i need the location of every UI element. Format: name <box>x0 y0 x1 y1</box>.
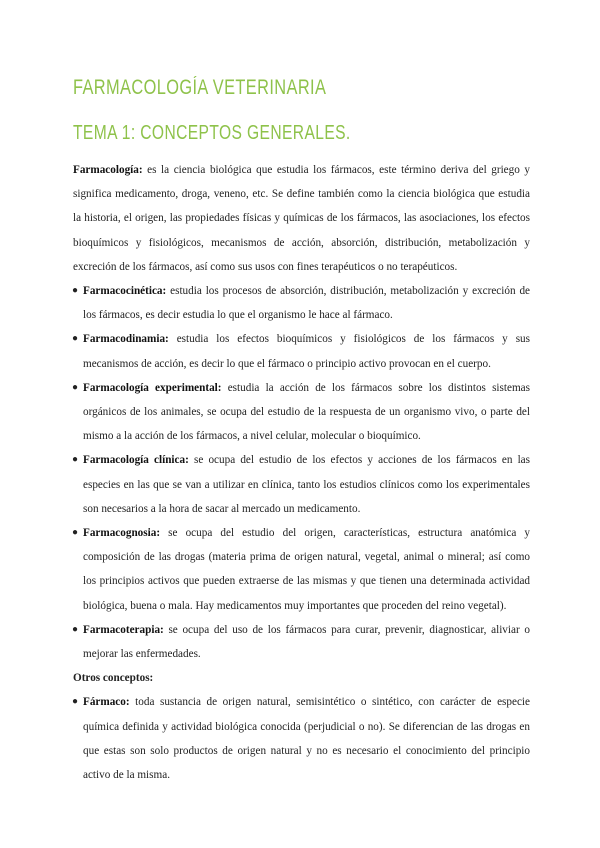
list-item-text: se ocupa del uso de los fármacos para curar, prevenir, diagnosticar, aliviar o mejorar las enfermedades. <box>83 623 530 661</box>
list-item-text: estudia los procesos de absorción, distribución, metabolización y excreción de los fármacos, es decir estudia lo que el organismo le hace al fármaco. <box>83 285 530 322</box>
bullet-icon: ● <box>72 623 79 635</box>
page-title: FARMACOLOGÍA VETERINARIA <box>73 76 327 99</box>
list-item-text: estudia la acción de los fármacos sobre los distintos sistemas orgánicos de los animales, se ocupa del estudio de la respuesta de un organismo vivo, o parte del mismo a la acción de los fármacos, a nivel celular, molecular o bioquímico. <box>83 381 530 443</box>
list-item-text: se ocupa del estudio del origen, características, estructura anatómica y composición de las drogas (materia prima de origen natural, vegetal, animal o mineral; así como los principios activos que pueden extraerse de las mismas y que tienen una determinada actividad biológica, buena o mala. Hay medicamentos muy importantes que proceden del reino vegetal). <box>83 527 530 612</box>
list-item <box>73 690 530 787</box>
bullet-icon: ● <box>72 381 79 393</box>
list-item-term: Farmacocinética: <box>83 285 167 298</box>
list-item <box>73 448 530 521</box>
bullet-icon: ● <box>72 454 79 466</box>
list-item-term: Farmacología experimental: <box>83 381 222 394</box>
bullet-icon: ● <box>72 696 79 708</box>
document-body <box>73 158 530 787</box>
bullet-icon: ● <box>72 333 79 345</box>
list-item-term: Farmacología clínica: <box>83 454 189 467</box>
list-item-term: Farmacognosia: <box>83 527 161 540</box>
list-item-term: Farmacoterapia: <box>83 623 164 636</box>
bullet-icon: ● <box>72 285 79 297</box>
list-item-term: Fármaco: <box>83 696 130 709</box>
list-item <box>73 618 530 666</box>
list-item-text: se ocupa del estudio de los efectos y acciones de los fármacos en las especies en las que se van a utilizar en clínica, tanto los estudios clínicos como los experimentales son necesarios a la hora de sacar al mercado un medicamento. <box>83 454 530 515</box>
intro-term: Farmacología: <box>73 164 143 176</box>
bullet-icon: ● <box>72 527 79 539</box>
list-item-term: Farmacodinamia: <box>83 333 169 346</box>
intro-paragraph <box>73 158 530 279</box>
list-item <box>73 327 530 375</box>
other-concepts-heading: Otros conceptos: <box>73 672 154 685</box>
list-item <box>73 521 530 618</box>
list-item-text: toda sustancia de origen natural, semisintético o sintético, con carácter de especie química definida y actividad biológica conocida (perjudicial o no). Se diferencian de las drogas en que estas son solo productos de origen natural y no es necesario el conocimiento del principio activo de la misma. <box>83 696 530 782</box>
section-title: TEMA 1: CONCEPTOS GENERALES. <box>73 122 351 144</box>
list-item-text: estudia los efectos bioquímicos y fisiológicos de los fármacos y sus mecanismos de acción, es decir lo que el fármaco o principio activo provocan en el cuerpo. <box>83 333 530 370</box>
intro-text: es la ciencia biológica que estudia los fármacos, este término deriva del griego y significa medicamento, droga, veneno, etc. Se define también como la ciencia biológica que estudia la historia, el origen, las propiedades físicas y químicas de los fármacos, las asociaciones, los efectos bioquímicos y fisiológicos, mecanismos de acción, absorción, distribución, metabolización y excreción de los fármacos, así como sus usos con fines terapéuticos o no terapéuticos. <box>73 164 530 273</box>
list-item <box>73 279 530 327</box>
list-item <box>73 376 530 449</box>
